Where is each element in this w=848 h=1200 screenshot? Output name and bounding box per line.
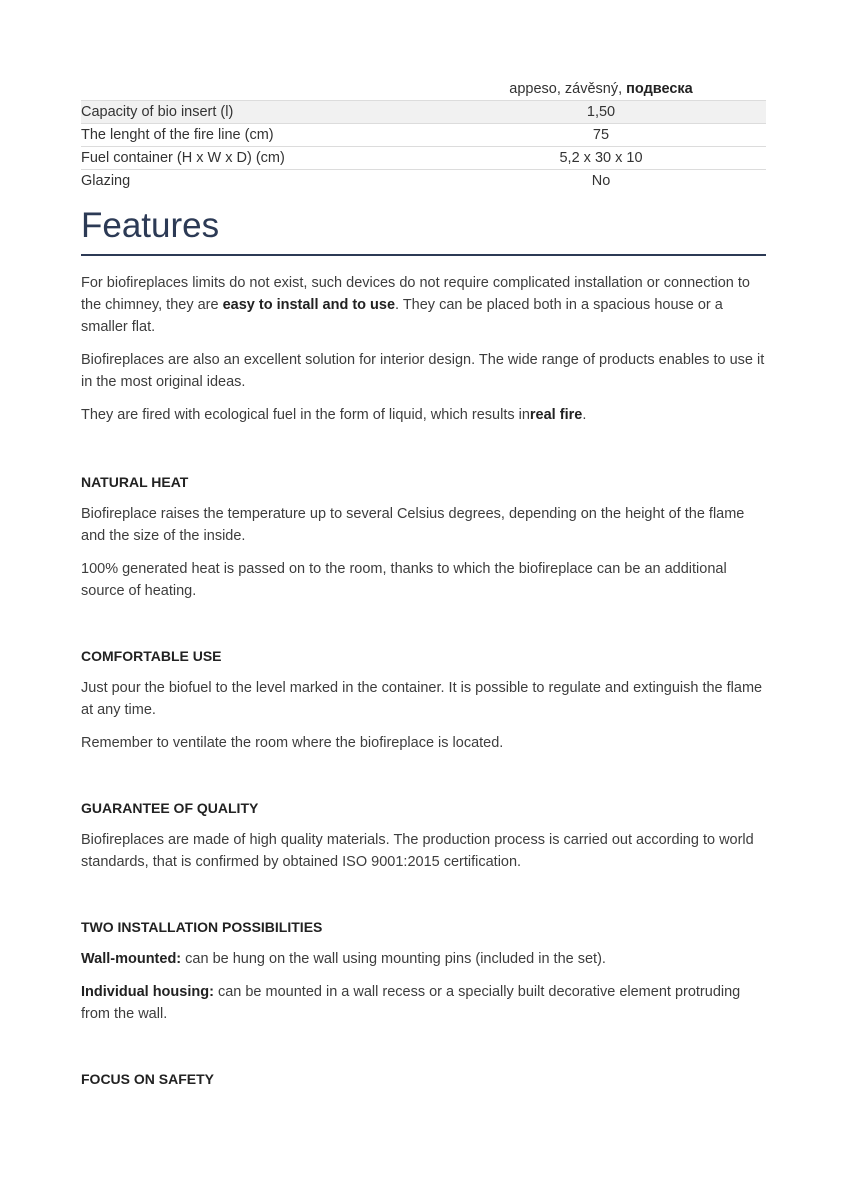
intro-p1-text-end: . They can be placed both in a spacious house or a smaller flat. — [81, 297, 723, 335]
section-installation — [81, 917, 766, 1025]
intro-paragraph-3 — [81, 404, 766, 426]
row-label: The lenght of the fire line (cm) — [81, 124, 436, 147]
spec-header-value — [436, 78, 766, 101]
table-row — [81, 147, 766, 170]
section-focus-on-safety — [81, 1069, 766, 1089]
section-guarantee-of-quality — [81, 798, 766, 873]
features-intro — [81, 272, 766, 426]
individual-housing-paragraph — [81, 981, 766, 1025]
wall-mounted-label: Wall-mounted: — [81, 951, 182, 967]
row-value: No — [591, 173, 611, 189]
spec-header-label — [81, 78, 436, 101]
section-title: NATURAL HEAT — [81, 474, 189, 490]
row-value: 75 — [436, 124, 766, 147]
section-paragraph: Biofireplaces are made of high quality materials. The production process is carried out according to world standards, that is confirmed by obtained ISO 9001:2015 certification. — [81, 832, 754, 870]
row-label: Glazing — [81, 173, 131, 189]
intro-p3-text-end: . — [582, 407, 587, 423]
intro-p3-text: They are fired with ecological fuel in the form of liquid, which results in — [81, 407, 530, 423]
document-page — [81, 78, 766, 1100]
row-label: Fuel container (H x W x D) (cm) — [81, 147, 436, 170]
wall-mounted-text: can be hung on the wall using mounting pins (included in the set). — [181, 951, 606, 967]
section-comfortable-use — [81, 646, 766, 754]
intro-p1-bold: easy to install and to use — [222, 297, 396, 313]
section-title: GUARANTEE OF QUALITY — [81, 800, 259, 816]
row-label: Capacity of bio insert (l) — [81, 101, 436, 124]
section-paragraph: Just pour the biofuel to the level marked in the container. It is possible to regulate and extinguish the flame at any time. — [81, 680, 763, 718]
individual-housing-text: can be mounted in a wall recess or a specially built decorative element protruding from the wall. — [81, 984, 741, 1022]
spec-table — [81, 78, 766, 192]
table-row — [81, 170, 766, 193]
section-title: COMFORTABLE USE — [81, 648, 222, 664]
intro-paragraph-1 — [81, 272, 766, 338]
table-row — [81, 101, 766, 124]
section-paragraph: 100% generated heat is passed on to the room, thanks to which the biofireplace can be an additional source of heating. — [81, 561, 727, 599]
wall-mounted-paragraph — [81, 948, 766, 970]
row-value: 1,50 — [436, 101, 766, 124]
section-paragraph: Biofireplace raises the temperature up to several Celsius degrees, depending on the height of the flame and the size of the inside. — [81, 506, 745, 544]
intro-paragraph-2: Biofireplaces are also an excellent solution for interior design. The wide range of products enables to use it in the most original ideas. — [81, 352, 765, 390]
spec-table-header-row — [81, 78, 766, 101]
intro-p3-bold: real fire — [529, 407, 583, 423]
intro-p1-text: For biofireplaces limits do not exist, such devices do not require complicated installation or connection to the chimney, they are — [81, 275, 750, 313]
section-natural-heat — [81, 472, 766, 602]
individual-housing-label: Individual housing: — [81, 984, 214, 1000]
section-title: TWO INSTALLATION POSSIBILITIES — [81, 919, 323, 935]
table-row — [81, 124, 766, 147]
row-value: 5,2 x 30 x 10 — [436, 147, 766, 170]
features-heading: Features — [81, 204, 766, 256]
spec-header-value-bold: подвеска — [626, 81, 693, 97]
section-paragraph: Remember to ventilate the room where the biofireplace is located. — [81, 735, 504, 751]
spec-header-value-plain: appeso, závěsný, — [509, 81, 627, 97]
section-title: FOCUS ON SAFETY — [81, 1071, 215, 1087]
